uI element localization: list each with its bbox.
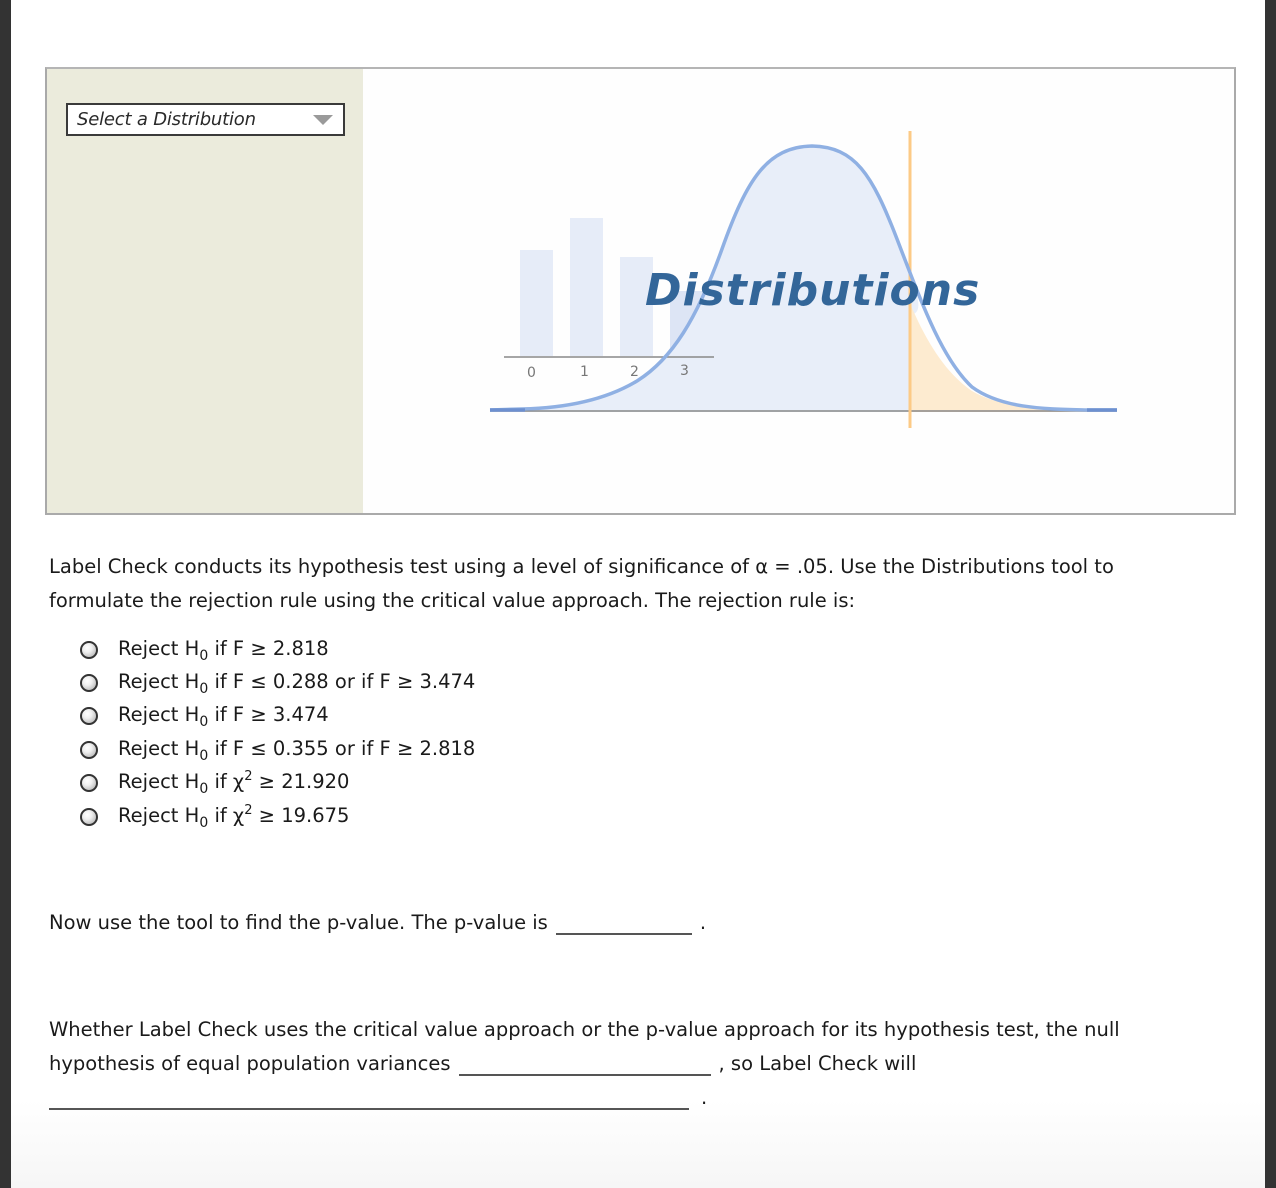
- window-left-edge: [0, 0, 11, 1188]
- null-hypothesis-dropdown[interactable]: [459, 1052, 711, 1076]
- intro-text-part2: = .05. Use the Distributions tool to: [774, 555, 1114, 578]
- tick-label-1: 1: [580, 364, 589, 380]
- pvalue-text: Now use the tool to find the p-value. The p-value is: [49, 911, 548, 934]
- tick-label-0: 0: [527, 365, 536, 381]
- action-dropdown[interactable]: [49, 1086, 689, 1110]
- conclusion-line1: Whether Label Check uses the critical value approach or the p-value approach for its hypothesis test, the null: [49, 1018, 1120, 1041]
- pvalue-dropdown[interactable]: [556, 911, 692, 935]
- tick-label-2: 2: [630, 364, 639, 380]
- radio-button[interactable]: [80, 808, 98, 826]
- option-label: Reject $H_0$ if F ≤ 0.288 or if F ≥ 3.474: [118, 670, 476, 698]
- option-label: Reject $H_0$ if F ≤ 0.355 or if F ≥ 2.818: [118, 736, 476, 764]
- question-intro: [49, 550, 1179, 618]
- intro-text-line2: formulate the rejection rule using the critical value approach. The rejection rule is:: [49, 589, 856, 612]
- option-row[interactable]: [80, 767, 475, 800]
- option-label: Reject $H_0$ if $\chi^2 \ge 21.920$: [118, 769, 350, 798]
- distributions-tool: [45, 67, 1236, 515]
- window-right-edge: [1265, 0, 1276, 1188]
- option-label: Reject $H_0$ if F ≥ 3.474: [118, 703, 329, 731]
- option-label: Reject $H_0$ if F ≥ 2.818: [118, 636, 329, 664]
- radio-button[interactable]: [80, 707, 98, 725]
- rejection-rule-options: [80, 633, 475, 833]
- option-row[interactable]: [80, 800, 475, 833]
- logo-title: Distributions: [645, 265, 981, 316]
- option-label: Reject $H_0$ if $\chi^2 \ge 19.675$: [118, 802, 350, 831]
- distributions-logo-graphic: [47, 69, 1234, 513]
- tick-label-3: 3: [680, 363, 689, 379]
- radio-button[interactable]: [80, 641, 98, 659]
- conclusion-line2-end: , so Label Check will: [718, 1052, 917, 1075]
- pvalue-question: [49, 906, 706, 940]
- conclusion-period: .: [701, 1086, 708, 1109]
- option-row[interactable]: [80, 633, 475, 666]
- distribution-select-label: Select a Distribution: [77, 109, 256, 130]
- radio-button[interactable]: [80, 674, 98, 692]
- intro-text-part1: Label Check conducts its hypothesis test using a level of significance of: [49, 555, 750, 578]
- tail-fill: [909, 301, 1117, 412]
- radio-button[interactable]: [80, 741, 98, 759]
- conclusion-line2-start: hypothesis of equal population variances: [49, 1052, 451, 1075]
- option-row[interactable]: [80, 666, 475, 699]
- option-row[interactable]: [80, 700, 475, 733]
- alpha-symbol: α: [755, 555, 769, 578]
- radio-button[interactable]: [80, 774, 98, 792]
- pvalue-period: .: [699, 911, 707, 934]
- conclusion-question: [49, 1013, 1199, 1115]
- option-row[interactable]: [80, 733, 475, 766]
